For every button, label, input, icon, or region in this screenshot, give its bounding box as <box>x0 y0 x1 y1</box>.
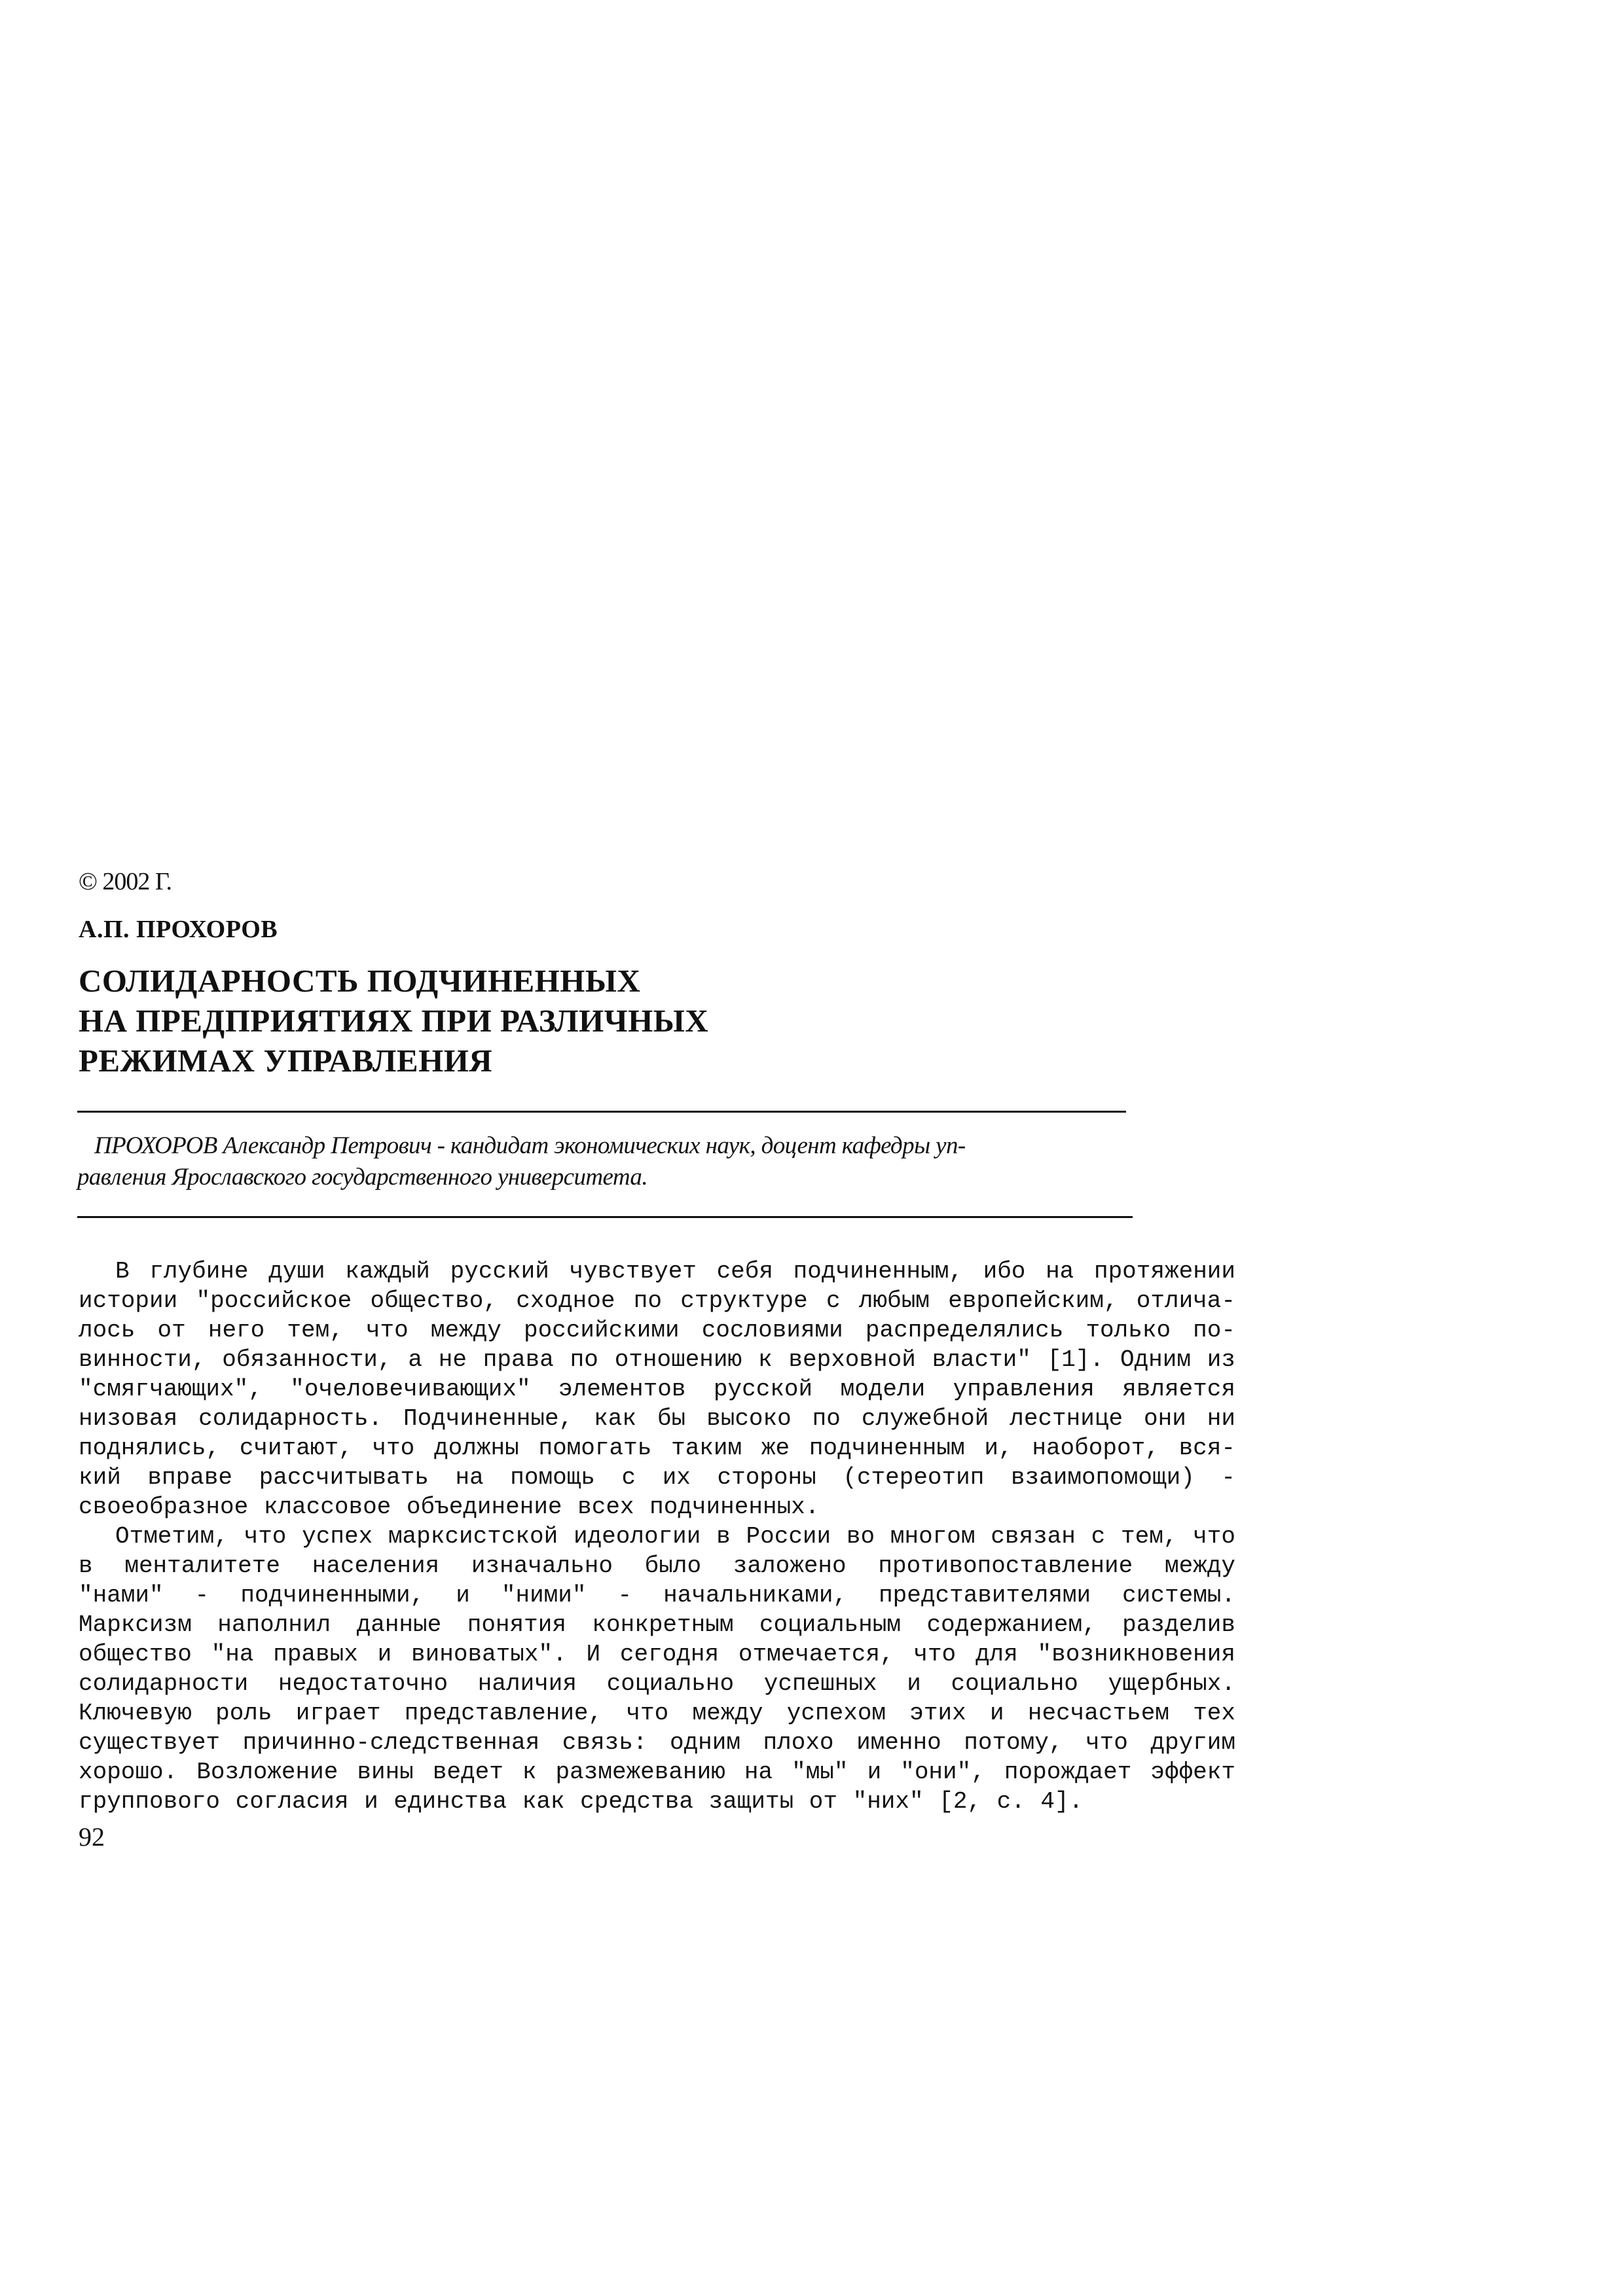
title-line: РЕЖИМАХ УПРАВЛЕНИЯ <box>79 1043 493 1079</box>
body-line: Ключевую роль играет представление, что между успехом этих и несчастьем тех <box>79 1700 1235 1727</box>
article-body <box>79 1257 1235 1816</box>
divider-bottom <box>77 1216 1133 1218</box>
author-name: А.П. ПРОХОРОВ <box>79 916 278 943</box>
paragraph-2 <box>79 1522 1235 1816</box>
body-line: лось от него тем, что между российскими сословиями распределялись только по- <box>79 1317 1235 1344</box>
author-note-line: равления Ярославского государственного университета. <box>77 1164 647 1191</box>
body-line: "смягчающих", "очеловечивающих" элементов русской модели управления является <box>79 1376 1235 1403</box>
body-line: в менталитете населения изначально было заложено противопоставление между <box>79 1552 1235 1579</box>
author-note-line: ПРОХОРОВ Александр Петрович - кандидат экономических наук, доцент кафедры уп- <box>94 1132 966 1159</box>
body-line: солидарности недостаточно наличия социально успешных и социально ущербных. <box>79 1670 1235 1697</box>
paragraph-1 <box>79 1257 1235 1522</box>
body-line: поднялись, считают, что должны помогать таким же подчиненным и, наоборот, вся- <box>79 1435 1235 1462</box>
divider-top <box>77 1111 1126 1113</box>
body-line: группового согласия и единства как средства защиты от "них" [2, с. 4]. <box>79 1788 1084 1815</box>
body-line: общество "на правых и виноватых". И сегодня отмечается, что для "возникновения <box>79 1641 1235 1668</box>
body-line: В глубине души каждый русский чувствует себя подчиненным, ибо на протяжении <box>115 1258 1235 1285</box>
body-line: винности, обязанности, а не права по отношению к верховной власти" [1]. Одним из <box>79 1346 1235 1373</box>
body-line: своеобразное классовое объединение всех подчиненных. <box>79 1494 820 1520</box>
body-line: Марксизм наполнил данные понятия конкретным социальным содержанием, разделив <box>79 1611 1235 1638</box>
page-number: 92 <box>79 1822 105 1852</box>
body-line: "нами" - подчиненными, и "ними" - начальниками, представителями системы. <box>79 1582 1235 1609</box>
body-line: хорошо. Возложение вины ведет к размежеванию на "мы" и "они", порождает эффект <box>79 1759 1235 1785</box>
body-line: Отметим, что успех марксистской идеологии в России во многом связан с тем, что <box>115 1523 1235 1550</box>
article-title <box>79 961 708 1081</box>
body-line: истории "российское общество, сходное по структуре с любым европейским, отлича- <box>79 1287 1235 1314</box>
body-line: низовая солидарность. Подчиненные, как бы высоко по служебной лестнице они ни <box>79 1405 1235 1432</box>
author-note <box>77 1130 1115 1193</box>
body-line: существует причинно-следственная связь: одним плохо именно потому, что другим <box>79 1729 1235 1756</box>
copyright-line: © 2002 Г. <box>79 868 172 895</box>
title-line: СОЛИДАРНОСТЬ ПОДЧИНЕННЫХ <box>79 963 641 999</box>
body-line: кий вправе рассчитывать на помощь с их стороны (стереотип взаимопомощи) - <box>79 1464 1235 1491</box>
title-line: НА ПРЕДПРИЯТИЯХ ПРИ РАЗЛИЧНЫХ <box>79 1003 709 1039</box>
